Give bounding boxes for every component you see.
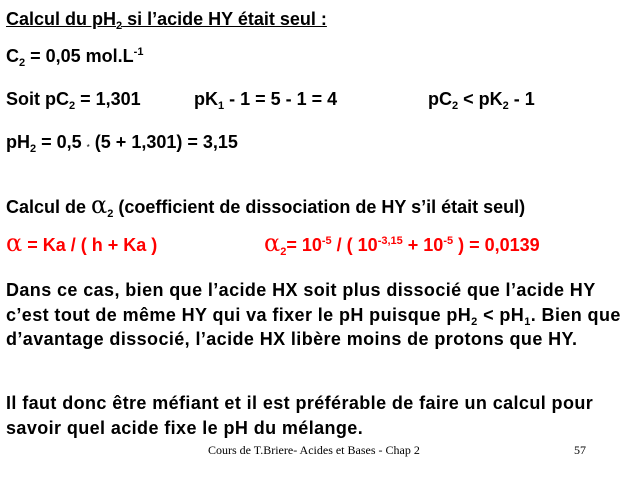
page-number: 57 bbox=[574, 443, 586, 457]
ph2-result-line: $pH_2 = 0,5 * (5 + 1,301) = 3,15$ bbox=[6, 132, 238, 155]
alpha-symbol: α bbox=[6, 229, 23, 257]
footer-course-title: Cours de T.Briere- Acides et Bases - Chap 2 bbox=[208, 443, 420, 457]
alpha-formula: α = Ka / ( h + Ka ) bbox=[6, 229, 158, 257]
explanation-paragraph: Dans ce cas, bien que l’acide HX soit plus dissocié que l’acide HY c’est tout de même HY qui va fixer le pH puisque $pH_2 < pH_1$. Bien que d’avantage dissocié, l’acide HX libère moins de protons que HY. bbox=[6, 280, 621, 349]
section-title-alpha2: Calcul de $\alpha_2$ (coefficient de dissociation de HY s’il était seul) bbox=[6, 191, 526, 220]
alpha-symbol: α bbox=[91, 191, 108, 219]
alpha-symbol: α bbox=[264, 229, 281, 257]
pc2-comparison: $pC_2 < pK_2 - 1$ bbox=[428, 89, 535, 112]
section-title-ph2: Calcul du $pH_2$ si l’acide HY était seul : bbox=[6, 9, 327, 32]
pk1-calc: $pK_1 - 1 = 5 - 1 = 4$ bbox=[194, 89, 338, 112]
alpha2-calculation: $\alpha_2= 10^{-5}$ / ( $10^{-3,15} + 10^{-5}$ ) = 0,0139 bbox=[264, 229, 540, 258]
concentration-line: $C_2 = 0,05$ $mol.L^{-1}$ bbox=[6, 46, 144, 69]
conclusion-paragraph: Il faut donc être méfiant et il est préférable de faire un calcul pour savoir quel acide fixe le pH du mélange. bbox=[6, 393, 594, 438]
pc2-value: Soit $pC_2 = 1,301$ bbox=[6, 89, 141, 112]
